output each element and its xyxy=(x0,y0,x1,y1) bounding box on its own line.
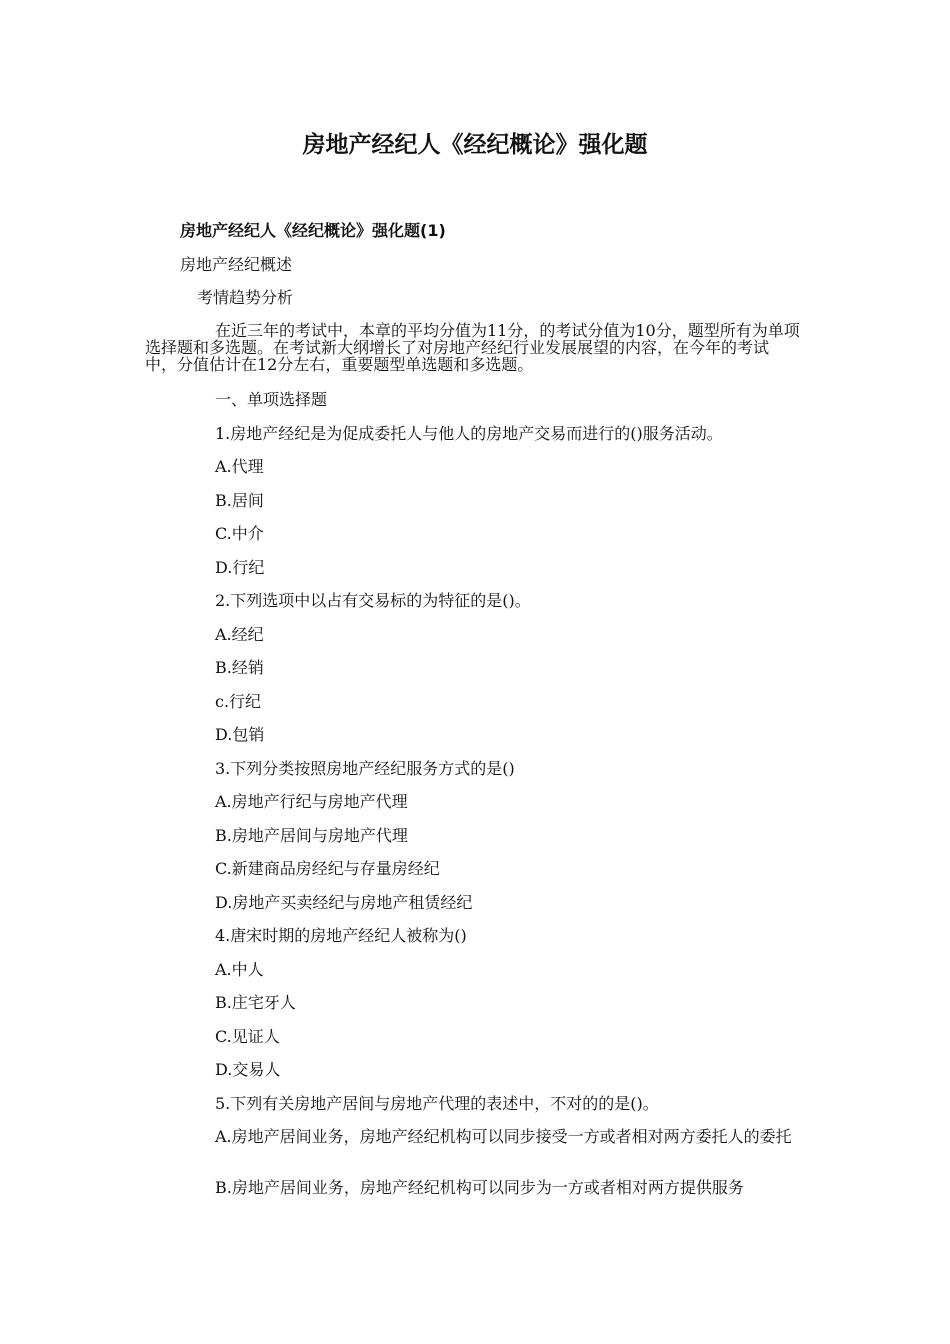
document-title: 房地产经纪人《经纪概论》强化题 xyxy=(302,132,648,158)
question-option: B.房地产居间与房地产代理 xyxy=(215,826,408,845)
question-stem: 2.下列选项中以占有交易标的为特征的是()。 xyxy=(215,591,531,610)
question-stem: 3.下列分类按照房地产经纪服务方式的是() xyxy=(215,759,515,778)
question-option-wrapped xyxy=(145,1127,805,1147)
question-option: C.中介 xyxy=(215,524,264,543)
question-option: B.庄宅牙人 xyxy=(215,993,296,1012)
question-option: A.中人 xyxy=(215,960,264,979)
question-option: D.包销 xyxy=(215,725,265,744)
question-option: D.交易人 xyxy=(215,1060,281,1079)
question-option: B.居间 xyxy=(215,491,264,510)
part-heading: 一、单项选择题 xyxy=(215,390,328,409)
question-stem: 1.房地产经纪是为促成委托人与他人的房地产交易而进行的()服务活动。 xyxy=(215,424,723,443)
intro-text: 在近三年的考试中，本章的平均分值为11分，的考试分值为10分，题型所有为单项选择题和多选题。在考试新大纲增长了对房地产经纪行业发展展望的内容，在今年的考试中，分值估计在12分左右，重要题型单选题和多选题。 xyxy=(145,321,800,374)
section-heading: 考情趋势分析 xyxy=(197,288,294,307)
question-option: B.经销 xyxy=(215,658,264,677)
question-option: D.行纪 xyxy=(215,558,265,577)
document-subtitle: 房地产经纪人《经纪概论》强化题(1) xyxy=(180,221,446,240)
question-option: c.行纪 xyxy=(215,692,262,711)
question-option: A.代理 xyxy=(215,457,264,476)
question-option: A.经纪 xyxy=(215,625,264,644)
intro-paragraph xyxy=(145,322,800,373)
chapter-heading: 房地产经纪概述 xyxy=(180,255,293,274)
question-stem: 5.下列有关房地产居间与房地产代理的表述中，不对的的是()。 xyxy=(215,1094,659,1113)
question-option: B.房地产居间业务，房地产经纪机构可以同步为一方或者相对两方提供服务 xyxy=(215,1178,744,1197)
question-stem: 4.唐宋时期的房地产经纪人被称为() xyxy=(215,926,467,945)
question-option: A.房地产行纪与房地产代理 xyxy=(215,792,408,811)
question-option: C.见证人 xyxy=(215,1027,280,1046)
question-option: C.新建商品房经纪与存量房经纪 xyxy=(215,859,440,878)
question-option: D.房地产买卖经纪与房地产租赁经纪 xyxy=(215,893,473,912)
question-option-text: A.房地产居间业务，房地产经纪机构可以同步接受一方或者相对两方委托人的委托 xyxy=(215,1127,792,1146)
